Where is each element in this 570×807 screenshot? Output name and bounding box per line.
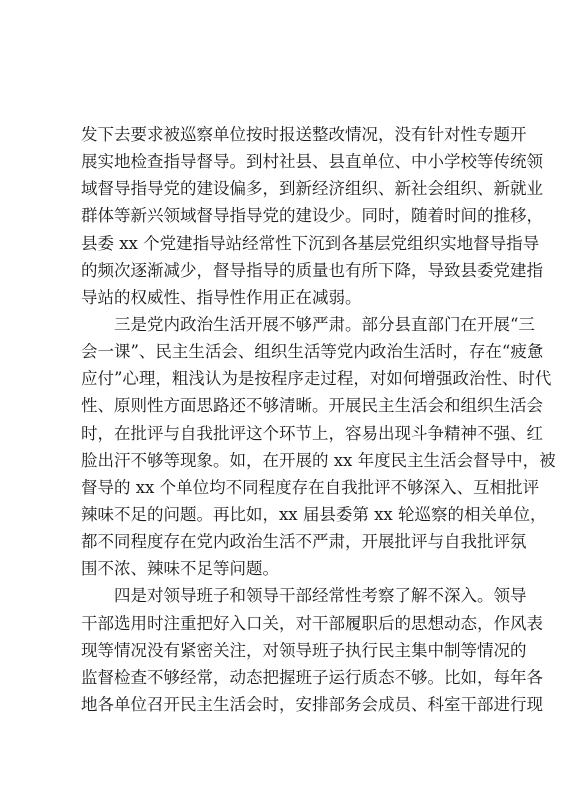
text-line-3: 域督导指导党的建设偏多，到新经济组织、新社会组织、新就业	[81, 179, 543, 199]
text-line-1: 发下去要求被巡察单位按时报送整改情况，没有针对性专题开	[81, 125, 527, 144]
text-line-2: 展实地检查指导督导。到村社县、县直单位、中小学校等传统领	[81, 152, 543, 172]
text-line-9: 会一课”、民主生活会、组织生活等党内政治生活时，存在“疲惫	[81, 342, 544, 362]
text-line-10: 应付”心理，粗浅认为是按程序走过程，对如何增强政治性、时代	[81, 369, 552, 389]
text-line-8-section-three: 三是党内政治生活开展不够严肃。部分县直部门在开展“三	[114, 314, 535, 334]
text-line-21: 监督检查不够经常，动态把握班子运行质态不够。比如，每年各	[81, 667, 543, 687]
text-line-19: 干部选用时注重把好入口关，对干部履职后的思想动态，作风表	[81, 613, 543, 633]
text-line-16: 都不同程度存在党内政治生活不严肃，开展批评与自我批评氛	[81, 532, 527, 552]
text-line-17: 围不浓、辣味不足等问题。	[81, 559, 279, 579]
text-line-5: 县委 xx 个党建指导站经常性下沉到各基层党组织实地督导指导	[81, 233, 540, 253]
text-line-12: 时，在批评与自我批评这个环节上，容易出现斗争精神不强、红	[81, 423, 543, 443]
text-line-11: 性、原则性方面思路还不够清晰。开展民主生活会和组织生活会	[81, 396, 543, 416]
body-text	[81, 121, 556, 718]
text-line-15: 辣味不足的问题。再比如，xx 届县委第 xx 轮巡察的相关单位，	[81, 504, 547, 524]
text-line-13: 脸出汗不够等现象。如，在开展的 xx 年度民主生活会督导中，被	[81, 450, 556, 470]
text-line-20: 现等情况没有紧密关注，对领导班子执行民主集中制等情况的	[81, 640, 527, 660]
text-line-18-section-four: 四是对领导班子和领导干部经常性考察了解不深入。领导	[114, 586, 527, 606]
text-line-22: 地各单位召开民主生活会时，安排部务会成员、科室干部进行现	[81, 694, 543, 714]
text-line-6: 的频次逐渐减少，督导指导的质量也有所下降，导致县委党建指	[81, 260, 543, 280]
text-line-14: 督导的 xx 个单位均不同程度存在自我批评不够深入、互相批评	[81, 477, 540, 497]
text-line-7: 导站的权威性、指导性作用正在减弱。	[81, 287, 362, 307]
text-line-4: 群体等新兴领域督导指导党的建设少。同时，随着时间的推移，	[81, 206, 543, 226]
